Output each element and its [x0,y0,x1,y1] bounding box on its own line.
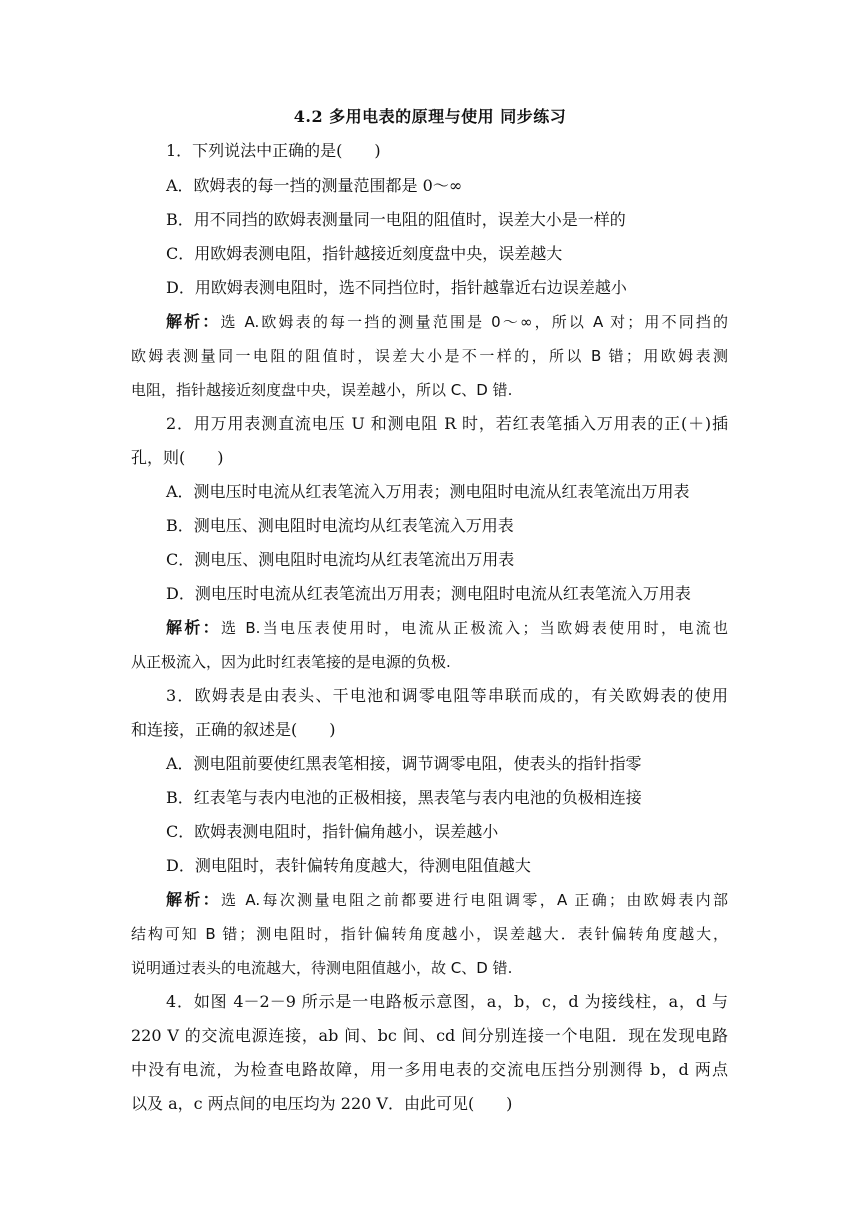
q2-analysis-line-2: 从正极流入，因为此时红表笔接的是电源的负极. [131,653,451,671]
q3-analysis-line-2: 结构可知 B 错；测电阻时，指针偏转角度越小，误差越大．表针偏转角度越大， [131,925,728,943]
q1-analysis-label: 解析： [166,312,221,331]
q1-analysis-line-3: 电阻，指针越接近刻度盘中央，误差越小，所以 C、D 错. [131,381,513,399]
q4-stem-line-3: 中没有电流，为检查电路故障，用一多用电表的交流电压挡分别测得 b，d 两点 [131,1060,728,1079]
q1-stem: 1．下列说法中正确的是( ) [166,141,381,160]
q1-analysis-line-2: 欧姆表测量同一电阻的阻值时，误差大小是不一样的，所以 B 错；用欧姆表测 [131,347,728,365]
q2-stem-line-2: 孔，则( ) [131,448,224,467]
q3-stem-line-2: 和连接，正确的叙述是( ) [131,720,336,739]
q4-stem-line-1: 4．如图 4－2－9 所示是一电路板示意图，a，b，c，d 为接线柱，a，d 与 [166,992,728,1011]
q3-option-d: D．测电阻时，表针偏转角度越大，待测电阻值越大 [166,856,531,875]
q2-stem-line-1: 2．用万用表测直流电压 U 和测电阻 R 时，若红表笔插入万用表的正(＋)插 [166,414,728,433]
q2-option-a: A．测电压时电流从红表笔流入万用表；测电阻时电流从红表笔流出万用表 [166,482,690,501]
q3-option-a: A．测电阻前要使红黑表笔相接，调节调零电阻，使表头的指针指零 [166,754,642,773]
q2-option-d: D．测电压时电流从红表笔流出万用表；测电阻时电流从红表笔流入万用表 [166,584,691,603]
q3-option-b: B．红表笔与表内电池的正极相接，黑表笔与表内电池的负极相连接 [166,788,642,807]
q2-option-c: C．测电压、测电阻时电流均从红表笔流出万用表 [166,550,515,569]
q3-analysis-text-1: 选 A.每次测量电阻之前都要进行电阻调零，A 正确；由欧姆表内部 [220,891,728,909]
q2-option-b: B．测电压、测电阻时电流均从红表笔流入万用表 [166,516,514,535]
q2-analysis-text-1: 选 B.当电压表使用时，电流从正极流入；当欧姆表使用时，电流也 [220,619,728,637]
q1-option-c: C．用欧姆表测电阻，指针越接近刻度盘中央，误差越大 [166,244,563,263]
q3-analysis-line-3: 说明通过表头的电流越大，待测电阻值越小，故 C、D 错. [131,959,513,977]
q3-option-c: C．欧姆表测电阻时，指针偏角越小，误差越小 [166,822,499,841]
q1-option-a: A．欧姆表的每一挡的测量范围都是 0～∞ [166,176,463,195]
q4-stem-line-2: 220 V 的交流电源连接，ab 间、bc 间、cd 间分别连接一个电阻．现在发现电路 [131,1026,728,1045]
q4-stem-line-4: 以及 a，c 两点间的电压均为 220 V．由此可见( ) [131,1094,513,1113]
q3-stem-line-1: 3．欧姆表是由表头、干电池和调零电阻等串联而成的，有关欧姆表的使用 [166,686,728,705]
q1-option-d: D．用欧姆表测电阻时，选不同挡位时，指针越靠近右边误差越小 [166,278,627,297]
q2-analysis-line-1 [166,617,728,639]
q1-analysis-line-1 [166,311,728,333]
q1-option-b: B．用不同挡的欧姆表测量同一电阻的阻值时，误差大小是一样的 [166,210,626,229]
q3-analysis-line-1 [166,889,728,911]
q2-analysis-label: 解析： [166,618,221,637]
q3-analysis-label: 解析： [166,890,221,909]
q1-analysis-text-1: 选 A.欧姆表的每一挡的测量范围是 0～∞，所以 A 对；用不同挡的 [220,313,728,331]
page-title: 4.2 多用电表的原理与使用 同步练习 [293,107,567,126]
